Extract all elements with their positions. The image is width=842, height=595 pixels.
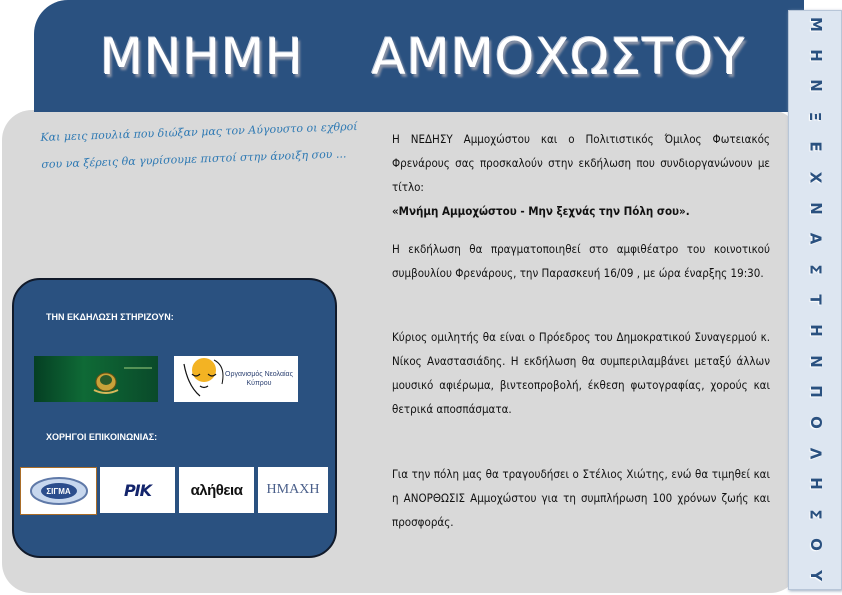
sponsor-logo-green [34,356,158,402]
side-banner-letter: Ο [806,538,825,552]
media-logo-label: ΗΜΑΧΗ [266,482,320,497]
sponsor-logo-youth-org [174,356,298,402]
side-banner-letter: Ξ [806,111,825,122]
side-banner [788,10,842,590]
side-banner-letter: Σ [806,509,825,520]
side-banner-letter: Ν [806,354,825,368]
side-banner-letter: Ε [806,141,825,153]
page-title: ΜΝΗΜΗ ΑΜΜΟΧΩΣΤΟΥ [100,28,746,86]
side-banner-letter: Λ [806,447,825,459]
youth-org-label: Οργανισμός Νεολαίας Κύπρου [225,371,293,387]
sponsor-emblem-icon [34,356,158,402]
media-logo-label: ΡΙΚ [123,480,152,500]
article-paragraph-venue: Η εκδήλωση θα πραγματοποιηθεί στο αμφιθέατρο του κοινοτικού συμβουλίου Φρενάρους, την Παρασκευή 16/09 , με ώρα έναρξης 19:30. [392,242,770,280]
media-logo-sigma [20,467,97,515]
side-banner-letter: Ο [806,416,825,429]
article-paragraph-program: Κύριος ομιλητής θα είναι ο Πρόεδρος του Δημοκρατικού Συναγερμού κ. Νίκος Αναστασιάδης. Η εκδήλωση θα συμπεριλαμβάνει μεταξύ άλλων μουσικό αφιέρωμα, βιντεοπροβολή, έκθεση φωτογραφίας, χορούς και θετρικά αποσπάσματα. [392,330,770,416]
side-banner-letter: Μ [806,17,825,32]
poem-quote: Και μεις πουλιά που διώξαν μας τον Αύγουστο οι εχθροί σου να ξέρεις θα γυρίσουμε πιστοί στην άνοιξη σου ... [40,119,358,171]
media-logo-alitheia [179,467,254,513]
event-title: «Μνήμη Αμμοχώστου - Μην ξεχνάς την Πόλη σου». [392,204,690,218]
article-paragraph-honor: Για την πόλη μας θα τραγουδήσει ο Στέλιος Χιώτης, ενώ θα τιμηθεί και η ΑΝΟΡΘΩΣΙΣ Αμμοχώστου για τη συμπλήρωση 100 χρόνων ζωής και προσφοράς. [392,467,770,529]
side-banner-letter: Α [806,232,825,245]
side-banner-letter: Π [806,385,825,399]
media-logo-label: ΣΙΓΜΑ [46,486,71,496]
media-logo-machi [258,467,328,513]
side-banner-letter: Ν [806,201,825,215]
media-heading: ΧΟΡΗΓΟΙ ΕΠΙΚΟΙΝΩΝΙΑΣ: [46,432,158,442]
intro-text: Η ΝΕΔΗΣΥ Αμμοχώστου και ο Πολιτιστικός Όμιλος Φωτειακός Φρενάρους σας προσκαλούν στην εκδήλωση που συνδιοργανώνουν με τίτλο: [392,132,770,194]
media-logo-label: αλήθεια [190,481,243,499]
side-banner-letter: Χ [806,171,825,184]
side-banner-letter: Υ [806,570,825,581]
side-banner-letter: Η [806,324,825,337]
support-heading: ΤΗΝ ΕΚΔΗΛΩΣΗ ΣΤΗΡΙΖΟΥΝ: [46,312,174,322]
article-paragraph-intro [392,127,770,223]
side-banner-letter: Τ [806,294,825,306]
side-banner-letter: Σ [806,264,825,275]
media-logo-rik [100,467,175,513]
side-banner-text [789,17,841,583]
side-banner-letter: Η [806,477,825,490]
side-banner-letter: Ν [806,79,825,92]
side-banner-letter: Η [806,48,825,62]
